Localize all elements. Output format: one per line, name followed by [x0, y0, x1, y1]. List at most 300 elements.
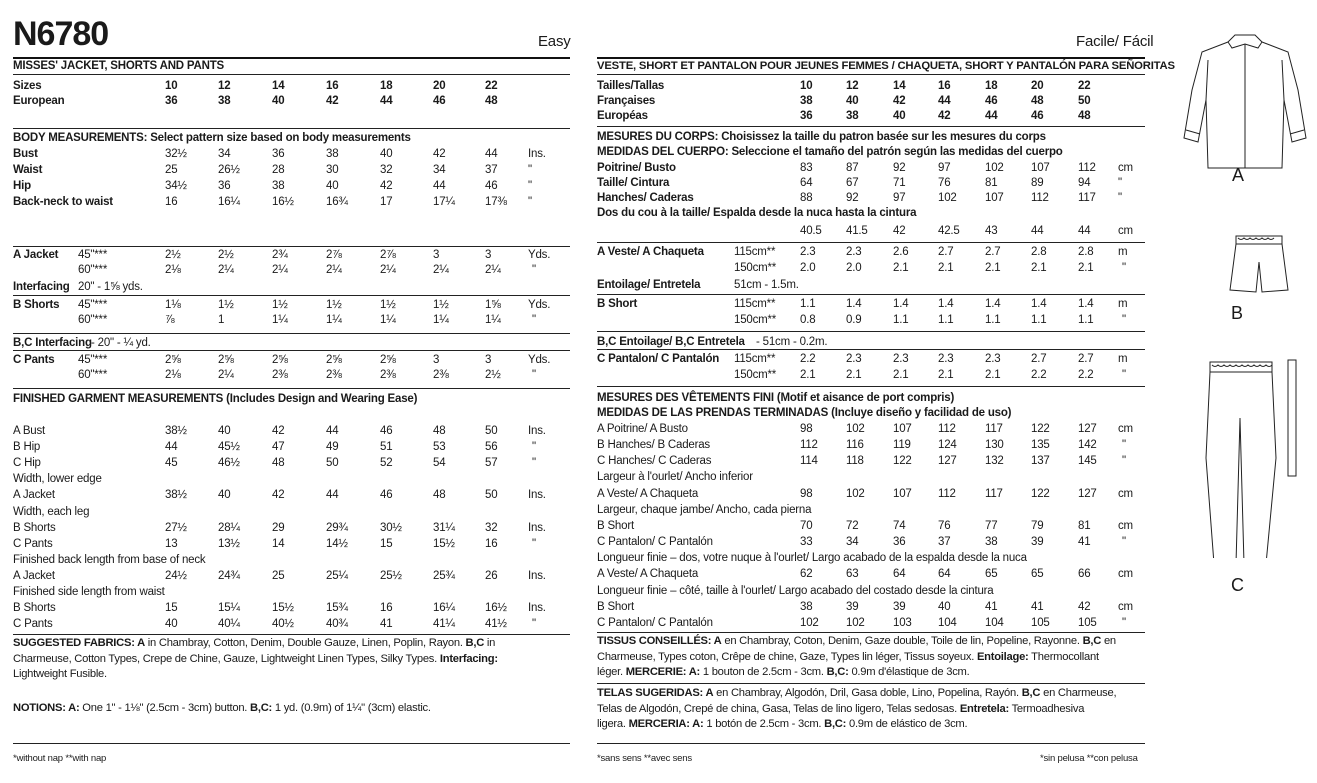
text-cell: 48 — [272, 457, 285, 470]
text-cell: 40 — [846, 95, 859, 107]
text-cell: 117 — [985, 423, 1003, 435]
text-cell: 25½ — [380, 569, 402, 582]
text-cell: " — [1122, 369, 1126, 381]
text-cell: MEDIDAS DE LAS PRENDAS TERMINADAS (Incluye diseño y facilidad de uso) — [597, 407, 1012, 419]
text-cell: 2.1 — [893, 262, 909, 274]
text-cell: 1⅛ — [165, 299, 181, 311]
text-cell: 38½ — [165, 489, 187, 502]
text-cell: 2⅞ — [380, 249, 396, 261]
text-cell: Longueur finie – côté, taille à l'ourlet/ Largo acabado del costado desde la cintura — [597, 584, 994, 597]
text-cell: 42 — [893, 95, 906, 107]
text-cell: 34 — [846, 536, 859, 549]
text-cell: 38 — [800, 95, 813, 107]
text-cell: 1.1 — [893, 314, 909, 326]
text-cell: 1.4 — [1078, 298, 1094, 310]
text-cell: 2.2 — [1078, 369, 1094, 381]
text-cell: 2.1 — [938, 262, 954, 274]
text-cell: 46 — [1031, 110, 1044, 122]
tissus-conseilles: Charmeuse, Types coton, Crêpe de chine, Gaze, Types lin léger, Tissus soyeux. Entoilage: Thermocollant — [597, 650, 1099, 663]
text-cell: " — [532, 457, 536, 470]
text-cell: Ins. — [528, 148, 546, 160]
text-cell: 2.3 — [985, 353, 1001, 365]
text-cell: 98 — [800, 423, 813, 435]
text-cell: Sizes — [13, 80, 42, 92]
text-cell: 1½ — [433, 299, 449, 311]
view-label-a: A — [1232, 165, 1245, 185]
text-cell: Longueur finie – dos, votre nuque à l'ourlet/ Largo acabado de la espalda desde la nuca — [597, 552, 1027, 565]
rule-line — [597, 683, 1145, 684]
text-cell: 118 — [846, 455, 864, 468]
text-cell: 71 — [893, 177, 906, 189]
text-cell: " — [1118, 192, 1122, 204]
text-cell: 25¼ — [326, 569, 348, 582]
text-cell: 102 — [800, 616, 819, 629]
text-cell: 40 — [893, 110, 906, 122]
view-label-b: B — [1231, 303, 1244, 323]
text-cell: 65 — [985, 568, 998, 581]
text-cell: 26½ — [218, 164, 240, 176]
text-cell: 41½ — [485, 618, 507, 631]
text-cell: 2¼ — [433, 264, 449, 276]
text-cell: cm — [1118, 600, 1133, 613]
text-cell: 107 — [893, 487, 912, 500]
text-cell: 50 — [326, 457, 339, 470]
text-cell: 26 — [485, 569, 498, 582]
text-cell: A Veste/ A Chaqueta — [597, 487, 699, 500]
text-cell: 72 — [846, 519, 859, 532]
text-cell: 127 — [1078, 487, 1097, 500]
text-cell: Françaises — [597, 95, 656, 107]
text-cell: 1⅝ — [485, 299, 501, 311]
rule-line — [13, 246, 570, 247]
text-cell: 2¼ — [218, 264, 234, 276]
text-cell: m — [1118, 298, 1128, 310]
text-cell: - 20" - ¼ yd. — [91, 337, 151, 349]
rule-line — [597, 294, 1145, 295]
text-cell: 112 — [938, 487, 956, 500]
text-cell: B Short — [597, 298, 638, 310]
text-cell: 48 — [1031, 95, 1044, 107]
text-cell: 45"*** — [78, 299, 108, 311]
text-cell: C Pantalon/ C Pantalón — [597, 616, 713, 629]
section-title-fr-es: VESTE, SHORT ET PANTALON POUR JEUNES FEMMES / CHAQUETA, SHORT Y PANTALÓN PARA SEÑORITAS — [597, 60, 1175, 72]
text-cell: A Veste/ A Chaqueta — [597, 246, 704, 258]
text-cell: 34 — [218, 148, 231, 160]
text-cell: 2.7 — [985, 246, 1001, 258]
text-cell: 66 — [1078, 568, 1091, 581]
text-cell: 15½ — [272, 602, 294, 615]
text-cell: 150cm** — [734, 369, 777, 381]
text-cell: 1.1 — [1078, 314, 1094, 326]
body-measurements-heading: BODY MEASUREMENTS: Select pattern size based on body measurements — [13, 132, 411, 144]
text-cell: 45½ — [218, 441, 240, 454]
text-cell: 10 — [800, 80, 813, 92]
text-cell: 38 — [326, 148, 339, 160]
text-cell: 24¾ — [218, 569, 240, 582]
text-cell: 40¼ — [218, 618, 240, 631]
text-cell: 17¼ — [433, 196, 455, 208]
text-cell: 15 — [380, 537, 393, 550]
text-cell: 114 — [800, 455, 818, 468]
notions: NOTIONS: A: One 1" - 1⅛" (2.5cm - 3cm) button. B,C: 1 yd. (0.9m) of 1¼" (3cm) elastic. — [13, 702, 431, 714]
text-cell: " — [1122, 314, 1126, 326]
text-cell: 1¼ — [433, 314, 449, 326]
text-cell: 25 — [272, 569, 285, 582]
text-cell: 88 — [800, 192, 813, 204]
text-cell: 2.1 — [985, 369, 1001, 381]
text-cell: 28¼ — [218, 521, 240, 534]
text-cell: 54 — [433, 457, 446, 470]
text-cell: ⅞ — [165, 314, 175, 326]
text-cell: 60"*** — [78, 314, 108, 326]
text-cell: 150cm** — [734, 262, 777, 274]
suggested-fabrics: Charmeuse, Cotton Types, Crepe de Chine, Gauze, Lightweight Linen Types, Silky Types. Interfacing: — [13, 652, 498, 665]
text-cell: 105 — [1031, 616, 1050, 629]
text-cell: 2.1 — [893, 369, 909, 381]
text-cell: 1.4 — [985, 298, 1001, 310]
text-cell: C Pantalon/ C Pantalón — [597, 536, 713, 549]
text-cell: 32½ — [165, 148, 187, 160]
text-cell: 33 — [800, 536, 813, 549]
text-cell: Européas — [597, 110, 648, 122]
text-cell: 42 — [1078, 600, 1091, 613]
text-cell: 15¼ — [218, 602, 240, 615]
text-cell: 1¼ — [380, 314, 396, 326]
suggested-fabrics: SUGGESTED FABRICS: A in Chambray, Cotton, Denim, Double Gauze, Linen, Poplin, Rayon. B,C in — [13, 637, 496, 649]
rule-line — [597, 386, 1145, 387]
text-cell: 97 — [938, 162, 951, 174]
text-cell: C Hanches/ C Caderas — [597, 455, 712, 468]
text-cell: " — [532, 537, 536, 550]
text-cell: 13 — [165, 537, 178, 550]
text-cell: B Short — [597, 519, 634, 532]
text-cell: 2¼ — [272, 264, 288, 276]
text-cell: 117 — [985, 487, 1003, 500]
text-cell: 29¾ — [326, 521, 348, 534]
text-cell: 20 — [433, 80, 446, 92]
text-cell: 92 — [893, 162, 906, 174]
text-cell: m — [1118, 353, 1128, 365]
text-cell: Interfacing — [13, 281, 70, 293]
text-cell: 104 — [985, 616, 1004, 629]
text-cell: 48 — [433, 489, 446, 502]
text-cell: 2.3 — [846, 353, 862, 365]
text-cell: 16¼ — [218, 196, 240, 208]
text-cell: 127 — [1078, 423, 1097, 435]
text-cell: 2.8 — [1031, 246, 1047, 258]
text-cell: 87 — [846, 162, 859, 174]
telas-sugeridas: ligera. MERCERIA: A: 1 botón de 2.5cm - 3cm. B,C: 0.9m de elástico de 3cm. — [597, 718, 968, 730]
text-cell: 22 — [485, 80, 498, 92]
text-cell: 38½ — [165, 425, 187, 437]
text-cell: Yds. — [528, 354, 551, 366]
text-cell: 15½ — [433, 537, 455, 550]
text-cell: 20" - 1⅝ yds. — [78, 281, 143, 293]
text-cell: 76 — [938, 519, 951, 532]
text-cell: 2⅜ — [433, 369, 449, 381]
text-cell: 27½ — [165, 521, 187, 534]
text-cell: 42 — [272, 489, 285, 502]
text-cell: Ins. — [528, 425, 546, 437]
text-cell: 104 — [938, 616, 957, 629]
text-cell: 2.1 — [938, 369, 954, 381]
text-cell: Ins. — [528, 602, 546, 615]
text-cell: 25¾ — [433, 569, 455, 582]
text-cell: 76 — [938, 177, 951, 189]
text-cell: C Pants — [13, 618, 53, 631]
rule-line — [13, 74, 570, 75]
text-cell: 2⅝ — [326, 354, 342, 366]
text-cell: " — [1122, 439, 1126, 452]
text-cell: 115cm** — [734, 298, 776, 310]
text-cell: 2.1 — [1078, 262, 1094, 274]
text-cell: 2½ — [485, 369, 501, 381]
text-cell: 2.6 — [893, 246, 909, 258]
text-cell: cm — [1118, 519, 1133, 532]
text-cell: 107 — [985, 192, 1004, 204]
text-cell: 2.3 — [893, 353, 909, 365]
text-cell: 34 — [433, 164, 446, 176]
text-cell: 13½ — [218, 537, 240, 550]
text-cell: 1.4 — [893, 298, 909, 310]
text-cell: 43 — [985, 225, 998, 237]
text-cell: 115cm** — [734, 246, 776, 258]
text-cell: 44 — [380, 95, 393, 107]
text-cell: 38 — [272, 180, 285, 192]
text-cell: 30 — [326, 164, 339, 176]
text-cell: C Pants — [13, 354, 55, 366]
text-cell: Poitrine/ Busto — [597, 162, 676, 174]
text-cell: 1.1 — [938, 314, 954, 326]
text-cell: " — [1122, 616, 1126, 629]
text-cell: 122 — [1031, 423, 1050, 435]
text-cell: 14½ — [326, 537, 348, 550]
footnote: *without nap **with nap — [13, 753, 107, 764]
text-cell: " — [1118, 177, 1122, 189]
text-cell: 16¾ — [326, 196, 348, 208]
text-cell: 83 — [800, 162, 813, 174]
text-cell: 127 — [938, 455, 957, 468]
text-cell: 57 — [485, 457, 498, 470]
text-cell: 102 — [938, 192, 957, 204]
text-cell: 2⅜ — [326, 369, 342, 381]
text-cell: 117 — [1078, 192, 1096, 204]
text-cell: cm — [1118, 423, 1133, 435]
text-cell: m — [1118, 246, 1128, 258]
text-cell: " — [1122, 262, 1126, 274]
text-cell: 48 — [433, 425, 446, 437]
text-cell: 42 — [433, 148, 446, 160]
text-cell: 2.0 — [800, 262, 816, 274]
text-cell: 36 — [165, 95, 178, 107]
text-cell: A Jacket — [13, 489, 55, 502]
text-cell: 1.4 — [846, 298, 862, 310]
text-cell: 49 — [326, 441, 339, 454]
view-label-c: C — [1231, 575, 1244, 595]
text-cell: 16 — [485, 537, 498, 550]
jacket-icon — [1180, 30, 1310, 185]
text-cell: 46½ — [218, 457, 240, 470]
rule-line — [13, 295, 570, 296]
text-cell: cm — [1118, 162, 1133, 174]
text-cell: " — [1122, 455, 1126, 468]
text-cell: B Hip — [13, 441, 41, 454]
rule-line — [13, 743, 570, 744]
text-cell: 40½ — [272, 618, 294, 631]
text-cell: 16¼ — [433, 602, 455, 615]
text-cell: 1½ — [218, 299, 234, 311]
text-cell: 2⅞ — [326, 249, 342, 261]
text-cell: 41.5 — [846, 225, 868, 237]
text-cell: 102 — [846, 616, 865, 629]
tissus-conseilles: léger. MERCERIE: A: 1 bouton de 2.5cm - 3cm. B,C: 0.9m d'élastique de 3cm. — [597, 666, 970, 678]
text-cell: 2.7 — [1031, 353, 1047, 365]
text-cell: Hanches/ Caderas — [597, 192, 694, 204]
text-cell: 39 — [893, 600, 906, 613]
text-cell: 12 — [846, 80, 859, 92]
text-cell: B Shorts — [13, 521, 56, 534]
text-cell: 107 — [893, 423, 912, 435]
text-cell: 2.3 — [846, 246, 862, 258]
text-cell: 36 — [800, 110, 813, 122]
text-cell: 92 — [846, 192, 859, 204]
text-cell: 1½ — [272, 299, 288, 311]
text-cell: 42 — [380, 180, 393, 192]
text-cell: 122 — [893, 455, 912, 468]
shorts-icon — [1224, 232, 1294, 302]
text-cell: 53 — [433, 441, 446, 454]
text-cell: 2½ — [218, 249, 234, 261]
text-cell: 44 — [165, 441, 178, 454]
text-cell: " — [532, 618, 536, 631]
text-cell: 115cm** — [734, 353, 776, 365]
text-cell: B Shorts — [13, 602, 56, 615]
text-cell: Waist — [13, 164, 43, 176]
text-cell: 41 — [1078, 536, 1091, 549]
rule-line — [597, 242, 1145, 243]
text-cell: 60"*** — [78, 264, 108, 276]
text-cell: 20 — [1031, 80, 1044, 92]
text-cell: MESURES DU CORPS: Choisissez la taille du patron basée sur les mesures du corps — [597, 131, 1046, 143]
text-cell: 1.1 — [985, 314, 1001, 326]
text-cell: 0.9 — [846, 314, 862, 326]
text-cell: 2⅛ — [165, 264, 181, 276]
text-cell: 16½ — [485, 602, 507, 615]
text-cell: 2⅝ — [218, 354, 234, 366]
text-cell: 41¼ — [433, 618, 455, 631]
text-cell: " — [532, 441, 536, 454]
text-cell: 46 — [485, 180, 498, 192]
text-cell: 29 — [272, 521, 285, 534]
text-cell: 2.3 — [800, 246, 816, 258]
text-cell: " — [532, 264, 536, 276]
text-cell: 38 — [218, 95, 231, 107]
text-cell: MEDIDAS DEL CUERPO: Seleccione el tamaño del patrón según las medidas del cuerpo — [597, 146, 1063, 158]
text-cell: 44 — [938, 95, 951, 107]
text-cell: 2¾ — [272, 249, 288, 261]
text-cell: 124 — [938, 439, 957, 452]
text-cell: 132 — [985, 455, 1004, 468]
text-cell: Yds. — [528, 249, 551, 261]
rule-line — [597, 126, 1145, 127]
text-cell: 51cm - 1.5m. — [734, 279, 799, 291]
text-cell: 67 — [846, 177, 859, 189]
text-cell: B,C Interfacing — [13, 337, 92, 349]
footnote-fr: *sans sens **avec sens — [597, 753, 692, 764]
difficulty-level-fr-es: Facile/ Fácil — [1076, 33, 1154, 50]
text-cell: 44 — [326, 425, 339, 437]
text-cell: 142 — [1078, 439, 1097, 452]
text-cell: 2.0 — [846, 262, 862, 274]
text-cell: B Short — [597, 600, 634, 613]
text-cell: 40 — [938, 600, 951, 613]
text-cell: 50 — [485, 425, 498, 437]
text-cell: 12 — [218, 80, 231, 92]
text-cell: C Hip — [13, 457, 41, 470]
text-cell: Back-neck to waist — [13, 196, 113, 208]
telas-sugeridas: TELAS SUGERIDAS: A en Chambray, Algodón, Dril, Gasa doble, Lino, Popelina, Rayón. B,C en Charmeuse, — [597, 687, 1117, 699]
text-cell: 74 — [893, 519, 906, 532]
text-cell: Finished back length from base of neck — [13, 553, 206, 566]
tissus-conseilles: TISSUS CONSEILLÉS: A en Chambray, Coton, Denim, Gaze double, Toile de lin, Popeline, Rayonne. B,C en — [597, 635, 1116, 647]
text-cell: " — [528, 180, 532, 192]
text-cell: 50 — [1078, 95, 1091, 107]
rule-line — [597, 74, 1145, 75]
text-cell: 1.1 — [1031, 314, 1047, 326]
text-cell: Taille/ Cintura — [597, 177, 670, 189]
text-cell: 89 — [1031, 177, 1044, 189]
text-cell: 18 — [985, 80, 998, 92]
text-cell: 1¼ — [272, 314, 288, 326]
text-cell: 1½ — [380, 299, 396, 311]
text-cell: 2.1 — [800, 369, 816, 381]
text-cell: cm — [1118, 225, 1133, 237]
text-cell: 16 — [938, 80, 951, 92]
text-cell: 52 — [380, 457, 393, 470]
section-title: MISSES' JACKET, SHORTS AND PANTS — [13, 60, 225, 72]
text-cell: 2.2 — [800, 353, 816, 365]
telas-sugeridas: Telas de Algodón, Crepé de china, Gasa, Telas de lino ligero, Telas sedosas. Entretela: Termoadhesiva — [597, 702, 1085, 715]
text-cell: 48 — [485, 95, 498, 107]
text-cell: Finished side length from waist — [13, 586, 165, 598]
text-cell: 10 — [165, 80, 178, 92]
text-cell: 40.5 — [800, 225, 822, 237]
text-cell: 62 — [800, 568, 813, 581]
text-cell: 51 — [380, 441, 393, 454]
text-cell: " — [532, 314, 536, 326]
text-cell: 41 — [985, 600, 998, 613]
text-cell: 116 — [846, 439, 864, 452]
text-cell: 37 — [938, 536, 951, 549]
text-cell: Hip — [13, 180, 31, 192]
text-cell: 130 — [985, 439, 1004, 452]
text-cell: 44 — [1078, 225, 1091, 237]
text-cell: A Veste/ A Chaqueta — [597, 568, 699, 581]
text-cell: 64 — [800, 177, 813, 189]
rule-line — [597, 743, 1145, 744]
text-cell: 2.7 — [938, 246, 954, 258]
text-cell: 2.1 — [846, 369, 862, 381]
text-cell: 14 — [893, 80, 906, 92]
text-cell: 42 — [938, 110, 951, 122]
text-cell: 40 — [326, 180, 339, 192]
text-cell: Largeur, chaque jambe/ Ancho, cada pierna — [597, 503, 812, 516]
text-cell: 17⅜ — [485, 196, 507, 208]
text-cell: 2.2 — [1031, 369, 1047, 381]
text-cell: 45"*** — [78, 354, 108, 366]
text-cell: 122 — [1031, 487, 1050, 500]
text-cell: B Hanches/ B Caderas — [597, 439, 710, 452]
